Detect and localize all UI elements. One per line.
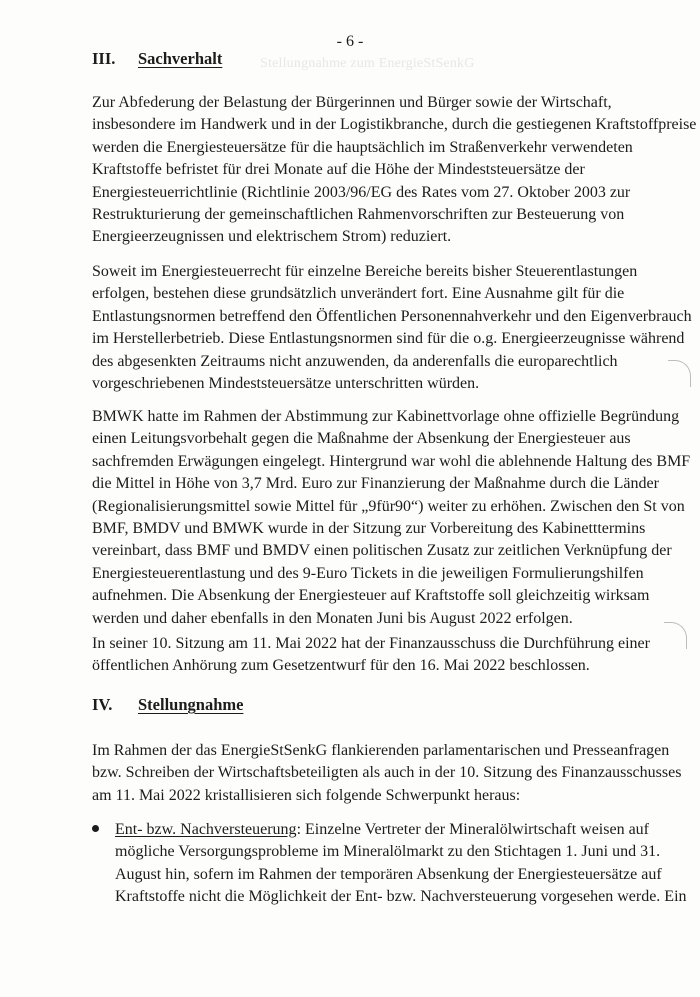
text-line: BMWK hatte im Rahmen der Abstimmung zur Kabinettvorlage ohne offizielle Begründung [92,408,680,425]
text-line: sachfremden Erwägungen eingelegt. Hintergrund war wohl die ablehnende Haltung des BMF [92,452,691,470]
bullet-first-line-text: : Einzelne Vertreter der Mineralölwirtschaft weisen auf [296,821,650,838]
section-title: Sachverhalt [138,49,223,68]
text-line: Restrukturierung der gemeinschaftlichen Rahmenvorschriften zur Besteuerung von [92,206,625,224]
text-line: werden die Energiesteuersätze für die hauptsächlich im Straßenverkehr verwendeten [92,138,633,156]
text-line: Zur Abfederung der Belastung der Bürgerinnen und Bürger sowie der Wirtschaft, [92,94,612,111]
punch-hole-mark-icon [668,360,691,387]
text-line: bzw. Schreiben der Wirtschaftsbeteiligten als auch in der 10. Sitzung des Finanzausschusses [92,764,682,782]
text-line: Kraftstoffe befristet für drei Monate auf die Höhe der Mindeststeuersätze der [92,161,585,179]
paragraph-1 [92,92,697,249]
section-number: IV. [92,695,113,714]
text-line: die Mittel in Höhe von 3,7 Mrd. Euro zur Finanzierung der Maßnahme durch die Länder [92,475,659,493]
text-line: des abgesenkten Zeitraums nicht anzuwenden, da anderenfalls die europarechtlich [92,352,618,370]
section-title: Stellungnahme [138,695,244,714]
text-line: Entlastungsnormen betreffend den Öffentlichen Personennahverkehr und den Eigenverbrauch [92,307,692,325]
bullet-line: mögliche Versorgungsprobleme im Mineralölmarkt zu den Stichtagen 1. Juni und 31. [115,843,661,861]
bullet-term: Ent- bzw. Nachversteuerung [115,821,297,838]
text-line: werden und daher ebenfalls in den Monaten Juni bis August 2022 erfolgen. [92,609,573,627]
text-line: erfolgen, bestehen diese grundsätzlich unverändert fort. Eine Ausnahme gilt für die [92,285,625,303]
text-line: vereinbart, dass BMF und BMDV einen politischen Zusatz zur zeitlichen Verknüpfung der [92,542,672,560]
section-heading-stellungnahme [92,695,243,715]
punch-hole-mark-icon [664,622,687,649]
text-line: öffentlichen Anhörung zum Gesetzentwurf für den 16. Mai 2022 beschlossen. [92,657,590,675]
paragraph-3 [92,406,691,630]
text-line: Energiesteuerentlastung und des 9-Euro Tickets in die jeweiligen Formulierungshilfen [92,564,644,582]
text-line: Energiesteuerrichtlinie (Richtlinie 2003/96/EG des Rates vom 27. Oktober 2003 zur [92,183,631,201]
text-line: am 11. Mai 2022 kristallisieren sich folgende Schwerpunkt heraus: [92,786,521,804]
bullet-item-nachversteuerung [115,819,687,909]
text-line: im Herstellerbetrieb. Diese Entlastungsnormen sind für die o.g. Energieerzeugnisse während [92,330,685,348]
faint-background-text: Stellungnahme zum EnergieStSenkG [260,56,475,71]
text-line: aufnehmen. Die Absenkung der Energiesteuer auf Kraftstoffe soll gleichzeitig wirksam [92,587,650,605]
text-line: einen Leitungsvorbehalt gegen die Maßnahme der Absenkung der Energiesteuer aus [92,430,631,448]
text-line: BMF, BMDV und BMWK wurde in der Sitzung zur Vorbereitung des Kabinetttermins [92,520,646,538]
bullet-line: Kraftstoffe nicht die Möglichkeit der Ent- bzw. Nachversteuerung vorgesehen werde. Ein [115,888,687,906]
page-number: - 6 - [336,33,364,50]
bullet-icon [92,825,99,832]
text-line: In seiner 10. Sitzung am 11. Mai 2022 hat der Finanzausschuss die Durchführung einer [92,635,650,652]
section-number: III. [92,49,116,68]
paragraph-4 [92,633,652,678]
text-line: insbesondere im Handwerk und in der Logistikbranche, durch die gestiegenen Kraftstoffpreise [92,116,697,134]
paragraph-5 [92,740,682,807]
text-line: Energieerzeugnissen und elektrischem Strom) reduziert. [92,228,452,246]
text-line: Soweit im Energiesteuerrecht für einzelne Bereiche bereits bisher Steuerentlastungen [92,263,638,280]
text-line: (Regionalisierungsmittel sowie Mittel für „9für90“) weiter zu erhöhen. Zwischen den St von [92,497,685,515]
paragraph-2 [92,261,692,395]
text-line: vorgeschriebenen Mindeststeuersätze unterschritten würden. [92,375,480,393]
bullet-line: August hin, sofern im Rahmen der temporären Absenkung der Energiesteuersätze auf [115,865,662,883]
section-heading-sachverhalt [92,49,222,69]
text-line: Im Rahmen der das EnergieStSenkG flankierenden parlamentarischen und Presseanfragen [92,742,670,759]
bullet-first-line [115,819,675,841]
